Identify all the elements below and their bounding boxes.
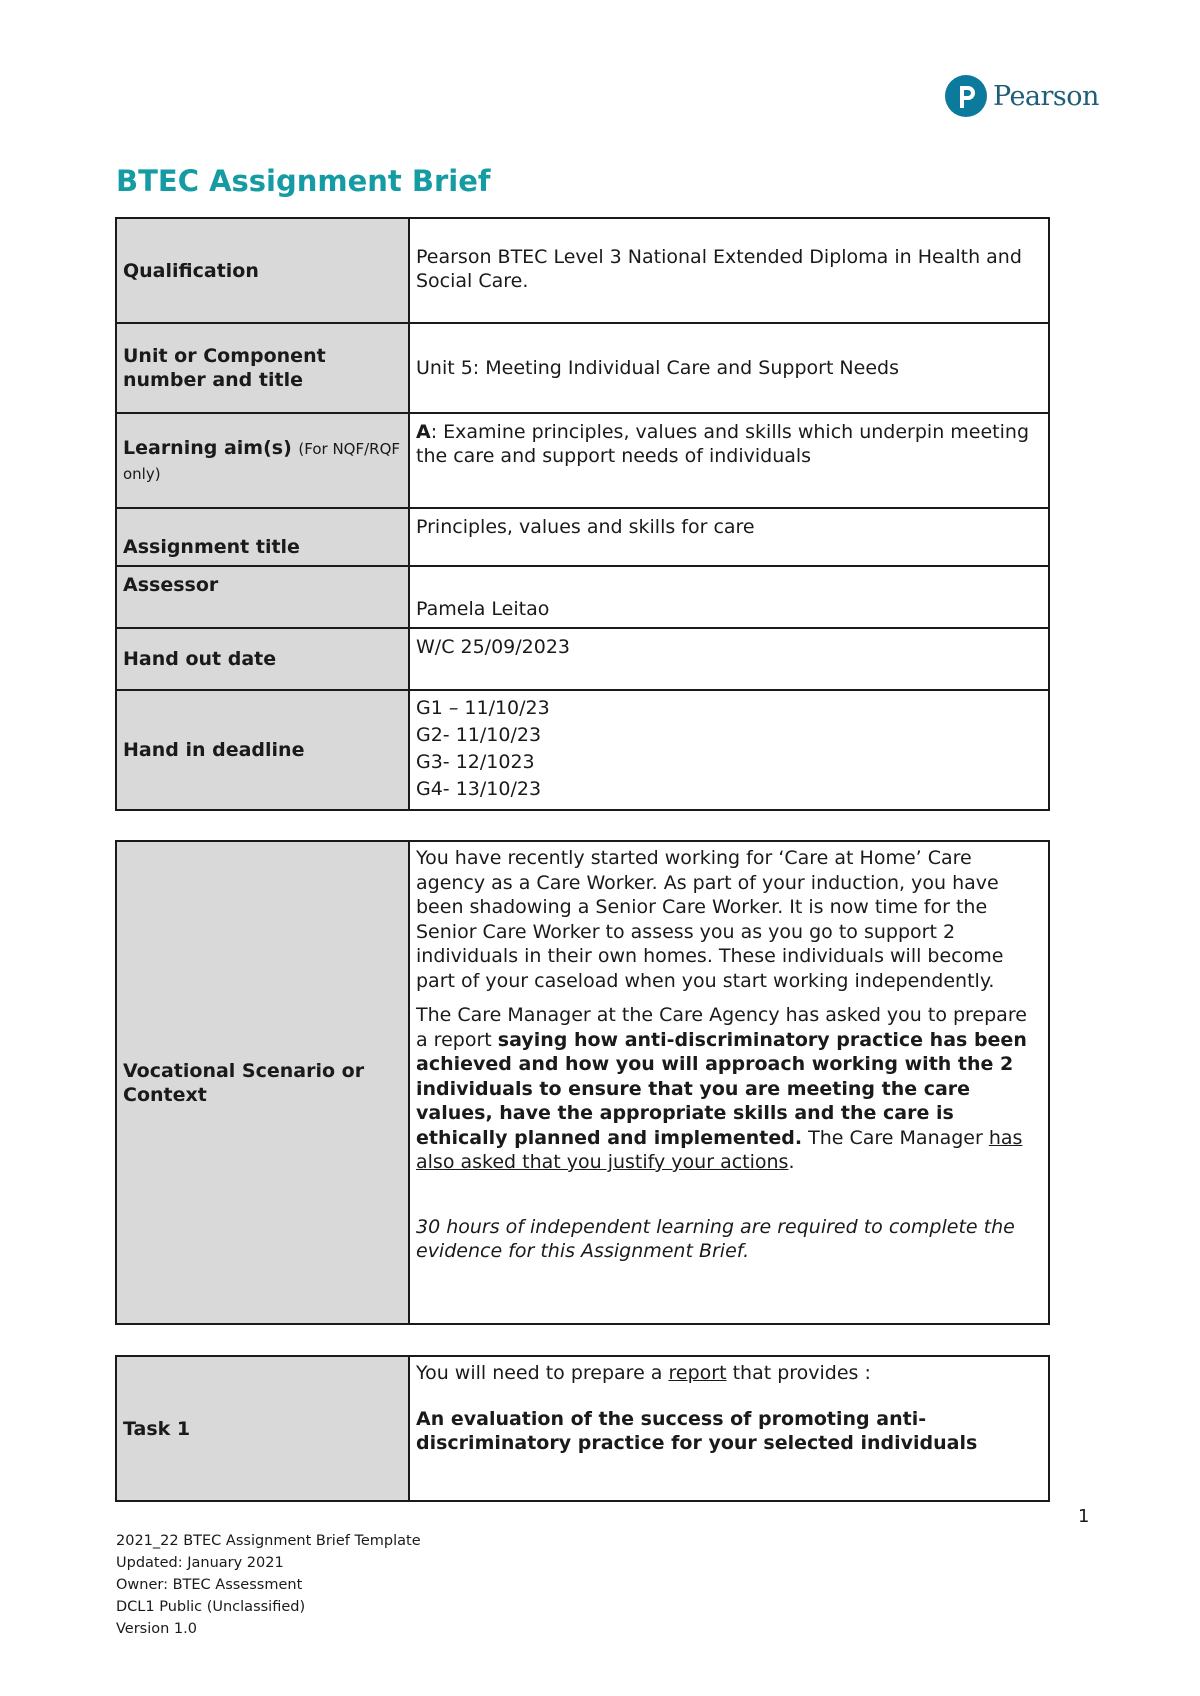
footer-template-line: 2021_22 BTEC Assignment Brief Template bbox=[116, 1533, 421, 1549]
qualification-value: Pearson BTEC Level 3 National Extended Diploma in Health and Social Care. bbox=[409, 218, 1049, 323]
assessor-value: Pamela Leitao bbox=[409, 566, 1049, 628]
task-table bbox=[115, 1355, 1050, 1502]
scenario-text: The Care Manager at the Care Agency has asked you to prepare a report bbox=[416, 1004, 1027, 1051]
footer-version-line: Version 1.0 bbox=[116, 1621, 197, 1637]
pearson-wordmark: Pearson bbox=[993, 80, 1099, 112]
hours-note-text: 30 hours of independent learning are required to complete the evidence for this Assignment Brief. bbox=[416, 1215, 1015, 1262]
deadline-item: G1 – 11/10/23 bbox=[416, 697, 550, 719]
scenario-label: Vocational Scenario or Context bbox=[116, 841, 409, 1324]
hand-in-deadline-list bbox=[409, 690, 1049, 810]
footer-updated-line: Updated: January 2021 bbox=[116, 1555, 284, 1571]
hours-note bbox=[416, 1215, 1042, 1264]
task-1-intro-text: You will need to prepare a bbox=[416, 1362, 669, 1384]
hand-out-date-value: W/C 25/09/2023 bbox=[409, 628, 1049, 690]
task-1-cell bbox=[409, 1356, 1049, 1501]
assessor-label: Assessor bbox=[116, 566, 409, 628]
footer-classification-line: DCL1 Public (Unclassified) bbox=[116, 1599, 306, 1615]
deadline-item: G3- 12/1023 bbox=[416, 751, 535, 773]
scenario-paragraph: You have recently started working for ‘Care at Home’ Care agency as a Care Worker. As part of your induction, you have been shadowing a Senior Care Worker. It is now time for the Senior Care Worker to assess you as you go to support 2 individuals in their own homes. These individuals will become part of your caseload when you start working independently. bbox=[416, 847, 1004, 992]
qualification-label: Qualification bbox=[116, 218, 409, 323]
assignment-title-value: Principles, values and skills for care bbox=[409, 508, 1049, 566]
hand-in-deadline-label: Hand in deadline bbox=[116, 690, 409, 810]
scenario-text: . bbox=[788, 1151, 795, 1173]
task-1-requirement: An evaluation of the success of promoting anti-discriminatory practice for your selected individuals bbox=[416, 1408, 978, 1454]
learning-aim-code: A bbox=[416, 421, 431, 443]
document-footer bbox=[116, 1530, 421, 1640]
scenario-text: The Care Manager bbox=[802, 1126, 989, 1149]
deadline-item: G4- 13/10/23 bbox=[416, 778, 542, 800]
scenario-text-cell bbox=[409, 841, 1049, 1324]
scenario-emphasis: saying how anti-discriminatory practice has been achieved and how you will approach working with the 2 individuals to ensure that you are meeting the care values, have the appropriate skills and the care is ethically planned and implemented. bbox=[416, 1028, 1027, 1149]
learning-aim-note: (For NQF/RQF only) bbox=[123, 439, 401, 483]
pearson-logo bbox=[945, 73, 1099, 119]
learning-aim-value-cell bbox=[409, 413, 1049, 508]
hand-out-date-label: Hand out date bbox=[116, 628, 409, 690]
deadline-item: G2- 11/10/23 bbox=[416, 724, 542, 746]
scenario-paragraph-2 bbox=[416, 1003, 1042, 1175]
assignment-details-table bbox=[115, 217, 1050, 811]
report-underlined: report bbox=[668, 1362, 727, 1384]
scenario-underlined-text: has also asked that you justify your actions bbox=[416, 1126, 1023, 1173]
learning-aim-value: : Examine principles, values and skills which underpin meeting the care and support needs of individuals bbox=[416, 421, 1030, 467]
task-1-intro bbox=[416, 1361, 1042, 1385]
page-title: BTEC Assignment Brief bbox=[116, 164, 491, 198]
footer-owner-line: Owner: BTEC Assessment bbox=[116, 1577, 303, 1593]
task-1-label: Task 1 bbox=[116, 1356, 409, 1501]
scenario-table bbox=[115, 840, 1050, 1325]
unit-label: Unit or Component number and title bbox=[116, 323, 409, 413]
task-1-intro-text: that provides : bbox=[726, 1362, 871, 1384]
page-number: 1 bbox=[1078, 1506, 1090, 1527]
unit-value: Unit 5: Meeting Individual Care and Support Needs bbox=[409, 323, 1049, 413]
learning-aim-label: Learning aim(s) bbox=[123, 436, 292, 459]
pearson-p-icon bbox=[945, 75, 987, 117]
assignment-title-label: Assignment title bbox=[116, 508, 409, 566]
learning-aim-label-cell bbox=[116, 413, 409, 508]
